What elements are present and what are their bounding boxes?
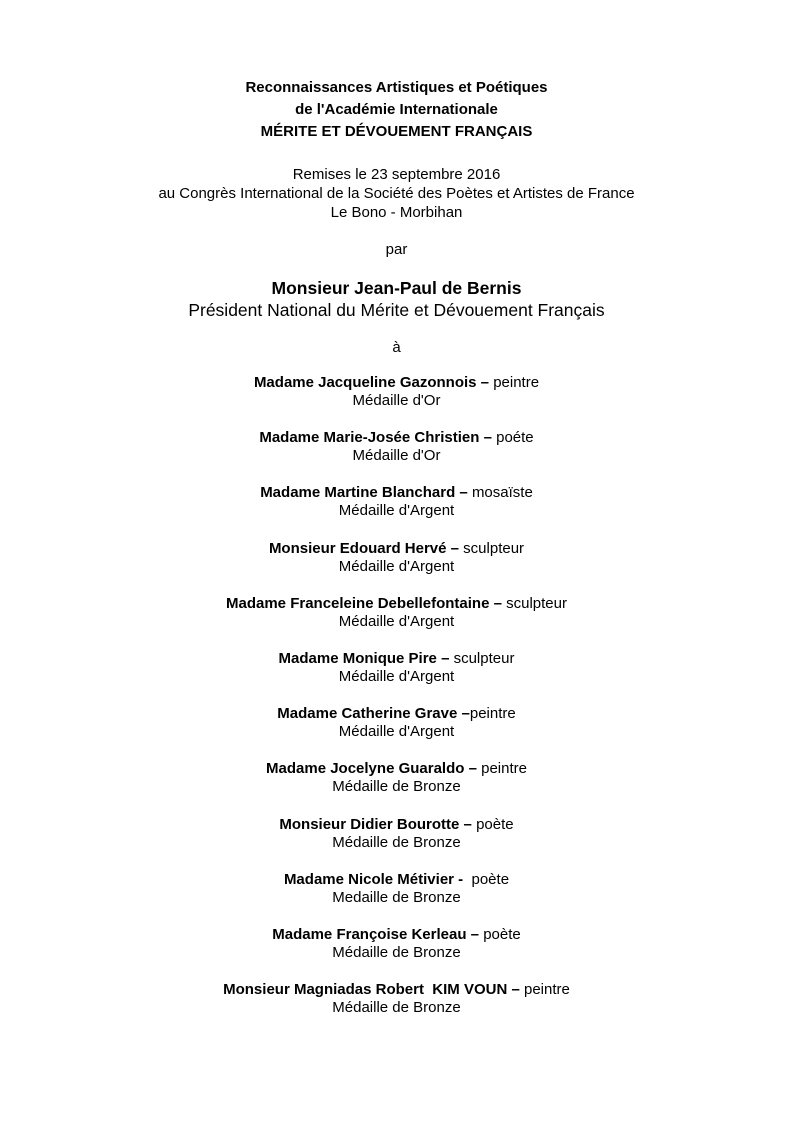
recipient-entry	[0, 981, 793, 1036]
recipient-entry	[0, 816, 793, 871]
recipient-name: Madame Jocelyne Guaraldo	[266, 760, 465, 778]
recipient-entry	[0, 540, 793, 595]
recipient-profession: peintre	[481, 760, 527, 778]
recipient-profession: sculpteur	[453, 649, 515, 667]
recipient-medal: Médaille de Bronze	[332, 833, 461, 851]
recipient-separator: –	[479, 429, 497, 447]
recipient-name: Madame Marie-Josée Christien	[259, 429, 480, 447]
recipient-entry	[0, 429, 793, 484]
recipient-name: Monsieur Magniadas Robert KIM VOUN	[223, 981, 508, 999]
recipient-medal: Médaille de Bronze	[332, 999, 461, 1017]
recipient-heading	[0, 374, 793, 392]
recipient-profession: peintre	[524, 981, 570, 999]
recipient-separator: –	[476, 374, 494, 391]
par-label: par	[385, 241, 408, 258]
recipient-medal: Médaille d'Argent	[338, 723, 455, 741]
recipient-entry	[0, 760, 793, 815]
document-title	[0, 77, 793, 143]
recipient-heading	[0, 540, 793, 558]
recipient-heading	[0, 429, 793, 447]
presenter-name: Monsieur Jean-Paul de Bernis	[271, 278, 522, 298]
recipient-name: Monsieur Didier Bourotte	[279, 815, 460, 833]
recipient-profession: poète	[476, 815, 514, 833]
recipient-name: Madame Franceleine Debellefontaine	[226, 594, 490, 612]
presenter-role: Président National du Mérite et Dévouement Français	[188, 300, 605, 320]
recipient-medal: Médaille d'Or	[352, 392, 441, 409]
title-line: Reconnaissances Artistiques et Poétiques	[245, 79, 548, 96]
recipient-name: Madame Monique Pire	[278, 649, 437, 667]
recipient-separator: –	[464, 760, 482, 778]
to-label: à	[392, 339, 401, 356]
recipient-entry	[0, 374, 793, 429]
recipient-medal: Medaille de Bronze	[332, 888, 461, 906]
recipient-heading	[0, 484, 793, 502]
recipient-medal: Médaille d'Or	[352, 447, 441, 465]
recipient-separator: –	[455, 484, 472, 502]
recipient-separator: –	[507, 981, 524, 999]
recipient-heading	[0, 926, 793, 944]
recipient-separator: –	[446, 539, 464, 557]
recipient-heading	[0, 595, 793, 613]
recipient-name: Madame Françoise Kerleau	[272, 925, 467, 943]
recipient-name: Madame Martine Blanchard	[260, 484, 456, 502]
recipient-separator: –	[466, 925, 484, 943]
recipient-name: Madame Nicole Métivier	[283, 870, 454, 888]
recipient-profession: sculpteur	[506, 594, 567, 612]
recipient-entry	[0, 705, 793, 760]
recipient-profession: sculpteur	[463, 539, 525, 557]
recipient-profession: poète	[471, 870, 510, 888]
recipient-profession: peintre	[493, 374, 540, 391]
recipient-name: Monsieur Edouard Hervé	[268, 539, 447, 557]
recipient-entry	[0, 650, 793, 705]
recipient-heading	[0, 816, 793, 834]
recipient-heading	[0, 650, 793, 668]
recipient-separator: –	[489, 594, 507, 612]
recipient-name: Madame Jacqueline Gazonnois	[253, 374, 477, 391]
recipient-medal: Médaille de Bronze	[332, 943, 461, 961]
recipient-medal: Médaille d'Argent	[338, 557, 455, 575]
title-line: MÉRITE ET DÉVOUEMENT FRANÇAIS	[260, 123, 533, 140]
recipient-profession: poète	[483, 925, 521, 943]
recipient-name: Madame Catherine Grave	[277, 705, 458, 723]
recipient-medal: Médaille d'Argent	[338, 502, 455, 520]
recipient-list	[0, 374, 793, 1036]
recipient-separator: –	[459, 815, 477, 833]
recipient-entry	[0, 926, 793, 981]
event-date-line: Remises le 23 septembre 2016	[292, 166, 501, 183]
recipient-heading	[0, 760, 793, 778]
recipient-entry	[0, 595, 793, 650]
recipient-entry	[0, 484, 793, 539]
recipient-separator: –	[457, 705, 470, 723]
event-details	[0, 165, 793, 222]
event-location-line: Le Bono - Morbihan	[330, 204, 463, 221]
event-venue-line: au Congrès International de la Société des Poètes et Artistes de France	[158, 185, 635, 202]
recipient-heading	[0, 981, 793, 999]
title-line: de l'Académie Internationale	[295, 101, 498, 118]
recipient-separator: –	[436, 649, 454, 667]
recipient-medal: Médaille d'Argent	[338, 612, 455, 630]
recipient-medal: Médaille de Bronze	[332, 778, 461, 796]
recipient-profession: mosaïste	[471, 484, 533, 502]
recipient-separator: -	[454, 870, 472, 888]
recipient-heading	[0, 871, 793, 889]
recipient-entry	[0, 871, 793, 926]
recipient-profession: poéte	[496, 429, 534, 447]
recipient-medal: Médaille d'Argent	[338, 667, 455, 685]
recipient-heading	[0, 705, 793, 723]
recipient-profession: peintre	[469, 705, 516, 723]
